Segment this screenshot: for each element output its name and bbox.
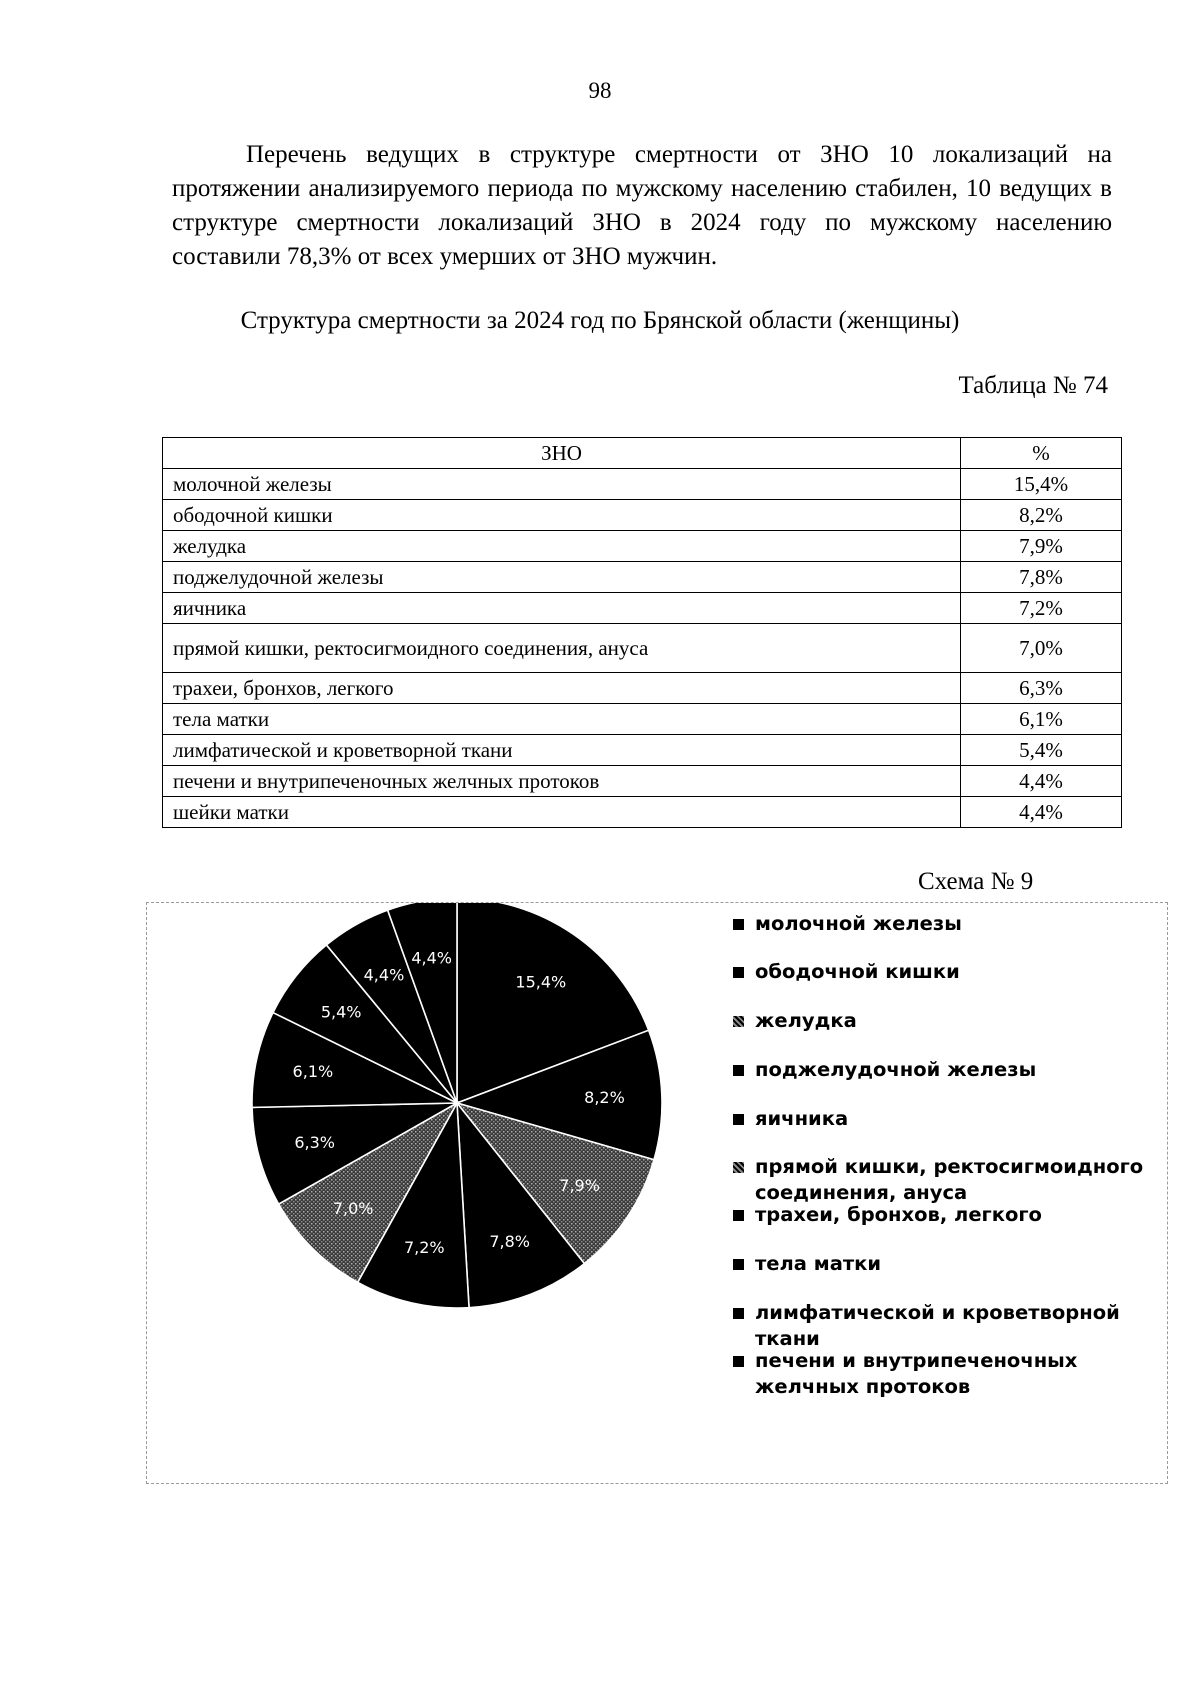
table-row: [163, 735, 1122, 766]
pie-slice-label: 15,4%: [515, 972, 567, 992]
legend-item: [733, 1202, 1163, 1228]
legend-swatch: [733, 1065, 744, 1076]
legend-label: печени и внутрипеченочных желчных протоков: [755, 1349, 1078, 1398]
table-cell-localization: поджелудочной железы: [163, 562, 961, 593]
header-percent: %: [961, 438, 1122, 469]
table-cell-percent: 6,3%: [961, 673, 1122, 704]
legend-swatch: [733, 967, 744, 978]
legend-label: ободочной кишки: [755, 960, 960, 983]
pie-chart-frame: [146, 902, 1168, 1484]
legend-swatch: [733, 1016, 744, 1027]
table-row: [163, 624, 1122, 673]
table-row: [163, 593, 1122, 624]
legend-item: [733, 1300, 1163, 1352]
legend-swatch: [733, 1356, 744, 1367]
legend-label: молочной железы: [755, 912, 962, 935]
table-cell-localization: прямой кишки, ректосигмоидного соединения, ануса: [163, 624, 961, 673]
legend-label: тела матки: [755, 1252, 882, 1275]
table-row: [163, 797, 1122, 828]
legend-label: трахеи, бронхов, легкого: [755, 1203, 1042, 1226]
legend-item: [733, 1348, 1163, 1400]
intro-paragraph: Перечень ведущих в структуре смертности от ЗНО 10 локализаций на протяжении анализируемого периода по мужскому населению стабилен, 10 ведущих в структуре смертности локализаций ЗНО в 2024 году по мужскому населению составили 78,3% от всех умерших от ЗНО мужчин.: [172, 141, 1112, 270]
table-cell-percent: 7,9%: [961, 531, 1122, 562]
pie-slice-label: 6,1%: [292, 1062, 334, 1082]
pie-slice-label: 7,8%: [489, 1231, 530, 1251]
legend-item: [733, 911, 1163, 937]
table-row: [163, 531, 1122, 562]
table-cell-localization: шейки матки: [163, 797, 961, 828]
table-cell-localization: лимфатической и кроветворной ткани: [163, 735, 961, 766]
table-row: [163, 673, 1122, 704]
table-row: [163, 766, 1122, 797]
page-number: 98: [588, 78, 612, 103]
table-cell-percent: 8,2%: [961, 500, 1122, 531]
scheme-number: Схема № 9: [918, 868, 1034, 895]
table-cell-localization: трахеи, бронхов, легкого: [163, 673, 961, 704]
legend-swatch: [733, 919, 744, 930]
table-cell-localization: яичника: [163, 593, 961, 624]
table-cell-percent: 7,0%: [961, 624, 1122, 673]
legend-swatch: [733, 1259, 744, 1270]
legend-label: прямой кишки, ректосигмоидного соединения, ануса: [755, 1155, 1144, 1204]
mortality-table: [162, 437, 1122, 828]
table-cell-percent: 7,8%: [961, 562, 1122, 593]
legend-swatch: [733, 1162, 744, 1173]
table-cell-localization: молочной железы: [163, 469, 961, 500]
table-cell-localization: печени и внутрипеченочных желчных протоков: [163, 766, 961, 797]
table-cell-percent: 4,4%: [961, 797, 1122, 828]
table-header-row: [163, 438, 1122, 469]
table-number: Таблица № 74: [958, 372, 1108, 399]
table-row: [163, 704, 1122, 735]
legend-label: желудка: [755, 1009, 857, 1032]
legend-label: поджелудочной железы: [755, 1058, 1037, 1081]
pie-slice-label: 7,2%: [403, 1237, 445, 1257]
table-cell-percent: 5,4%: [961, 735, 1122, 766]
table-row: [163, 500, 1122, 531]
table-row: [163, 562, 1122, 593]
pie-slice-label: 7,0%: [332, 1198, 374, 1218]
pie-slice-label: 7,9%: [559, 1176, 600, 1196]
legend-label: яичника: [755, 1107, 849, 1130]
table-title: Структура смертности за 2024 год по Брянской области (женщины): [240, 307, 960, 334]
legend-item: [733, 1106, 1163, 1132]
legend-item: [733, 1057, 1163, 1083]
legend-swatch: [733, 1308, 744, 1319]
header-localization: ЗНО: [163, 438, 961, 469]
pie-slice-label: 5,4%: [320, 1002, 362, 1022]
legend-item: [733, 1008, 1163, 1034]
table-cell-percent: 15,4%: [961, 469, 1122, 500]
table-cell-percent: 7,2%: [961, 593, 1122, 624]
legend-swatch: [733, 1210, 744, 1221]
legend-swatch: [733, 1114, 744, 1125]
table-cell-localization: желудка: [163, 531, 961, 562]
table-row: [163, 469, 1122, 500]
pie-slice-label: 4,4%: [363, 965, 405, 985]
legend-label: лимфатической и кроветворной ткани: [755, 1301, 1120, 1350]
pie-slice-label: 6,3%: [294, 1133, 336, 1153]
legend-item: [733, 959, 1163, 985]
legend-item: [733, 1251, 1163, 1277]
pie-slice-label: 4,4%: [411, 948, 452, 968]
legend-item: [733, 1154, 1163, 1206]
table-cell-percent: 4,4%: [961, 766, 1122, 797]
table-cell-localization: тела матки: [163, 704, 961, 735]
table-cell-localization: ободочной кишки: [163, 500, 961, 531]
pie-slice-label: 8,2%: [584, 1087, 625, 1107]
table-cell-percent: 6,1%: [961, 704, 1122, 735]
